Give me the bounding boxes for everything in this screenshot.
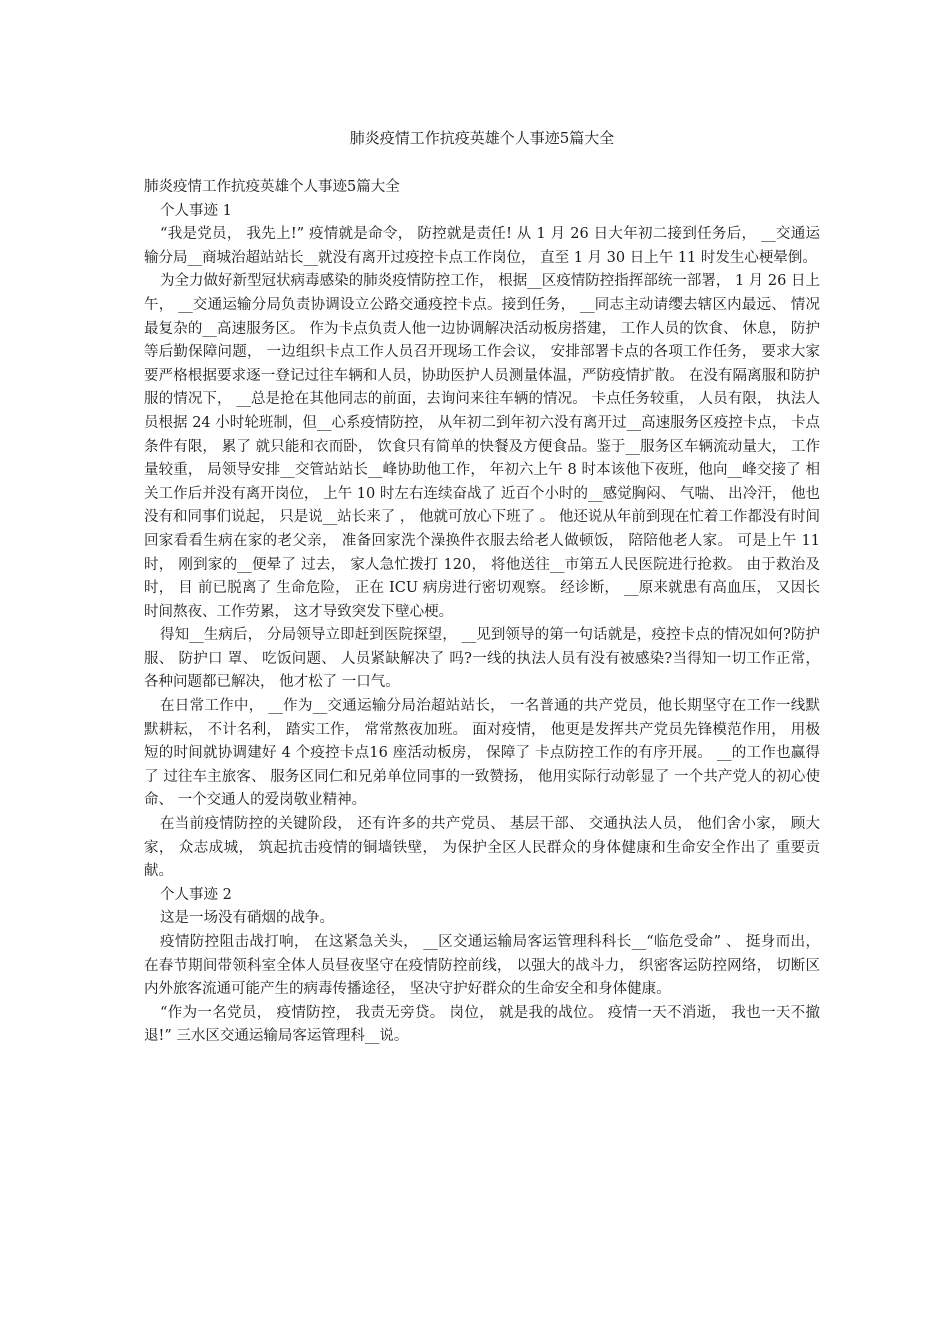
paragraph-2-2: 疫情防控阻击战打响， 在这紧急关头， __区交通运输局客运管理科科长__“临危受命” 、 挺身而出， 在春节期间带领科室全体人员昼夜坚守在疫情防控前线， 以强大的战斗力， 织密客运防控网络， 切断区内外旅客流通可能产生的病毒传播途径， 坚决守护好群众的生命安全和身体健康。 (144, 934, 820, 998)
document-title: 肺炎疫情工作抗疫英雄个人事迹5篇大全 (349, 129, 615, 147)
document-body (144, 176, 820, 1049)
section-heading-2: 个人事迹 2 (160, 886, 232, 903)
paragraph-1-2: 为全力做好新型冠状病毒感染的肺炎疫情防控工作， 根据__区疫情防控指挥部统一部署， 1 月 26 日上午， __交通运输分局负责协调设立公路交通疫控卡点。接到任务， __同志主动请缨去辖区内最远、 情况最复杂的__高速服务区。 作为卡点负责人他一边协调解决活动板房搭建， 工作人员的饮食、 休息， 防护等后勤保障问题， 一边组织卡点工作人员召开现场工作会议， 安排部署卡点的各项工作任务， 要求大家要严格根据要求逐一登记过往车辆和人员，协助医护人员测量体温，严防疫情扩散。 在没有隔离服和防护服的情况下， __总是抢在其他同志的前面，去询问来往车辆的情况。 卡点任务较重， 人员有限， 执法人员根据 24 小时轮班制，但__心系疫情防控， 从年初二到年初六没有离开过__高速服务区疫控卡点， 卡点条件有限， 累了 就只能和衣而卧， 饮食只有简单的快餐及方便食品。鉴于__服务区车辆流动量大， 工作量较重， 局领导安排__交管站站长__峰协助他工作， 年初六上午 8 时本该他下夜班，他向__峰交接了 相关工作后并没有离开岗位， 上午 10 时左右连续奋战了 近百个小时的__感觉胸闷、 气喘、 出冷汗， 他也没有和同事们说起， 只是说__站长来了 ， 他就可放心下班了 。 他还说从年前到现在忙着工作都没有时间回家看看生病在家的老父亲， 准备回家洗个澡换件衣服去给老人做顿饭， 陪陪他老人家。 可是上午 11 时， 刚到家的__便晕了 过去， 家人急忙拨打 120， 将他送往__市第五人民医院进行抢救。 由于救治及时， 目 前已脱离了 生命危险， 正在 ICU 病房进行密切观察。 经诊断， __原来就患有高血压， 又因长时间熬夜、工作劳累， 这才导致突发下壁心梗。 (144, 273, 820, 620)
paragraph-1-3: 得知__生病后， 分局领导立即赶到医院探望， __见到领导的第一句话就是，疫控卡点的情况如何?防护服、 防护口 罩、 吃饭问题、 人员紧缺解决了 吗?一线的执法人员有没有被感染?当得知一切工作正常， 各种问题都已解决， 他才松了 一口气。 (144, 627, 820, 691)
paragraph-2-1: 这是一场没有硝烟的战争。 (160, 910, 334, 927)
section-heading-1: 个人事迹 1 (160, 202, 232, 219)
paragraph-2-3: “作为一名党员， 疫情防控， 我责无旁贷。 岗位， 就是我的战位。 疫情一天不消逝， 我也一天不撤退!” 三水区交通运输局客运管理科__说。 (144, 1004, 820, 1045)
paragraph-1-5: 在当前疫情防控的关键阶段， 还有许多的共产党员、 基层干部、 交通执法人员， 他们舍小家， 顾大家， 众志成城， 筑起抗击疫情的铜墙铁壁， 为保护全区人民群众的身体健康和生命安全作出了 重要贡献。 (144, 816, 820, 880)
paragraph-1-1: “我是党员， 我先上!” 疫情就是命令， 防控就是责任! 从 1 月 26 日大年初二接到任务后， __交通运输分局__商城治超站站长__就没有离开过疫控卡点工作岗位， 直至 1 月 30 日上午 11 时发生心梗晕倒。 (144, 226, 820, 266)
document-subtitle: 肺炎疫情工作抗疫英雄个人事迹5篇大全 (144, 179, 400, 195)
paragraph-1-4: 在日常工作中， __作为__交通运输分局治超站站长， 一名普通的共产党员，他长期坚守在工作一线默默耕耘， 不计名利， 踏实工作， 常常熬夜加班。 面对疫情， 他更是发挥共产党员先锋模范作用， 用极短的时间就协调建好 4 个疫控卡点16 座活动板房， 保障了 卡点防控工作的有序开展。 __的工作也赢得了 过往车主旅客、 服务区同仁和兄弟单位同事的一致赞扬， 他用实际行动彰显了 一个共产党人的初心使命、 一个交通人的爱岗敬业精神。 (144, 698, 820, 809)
